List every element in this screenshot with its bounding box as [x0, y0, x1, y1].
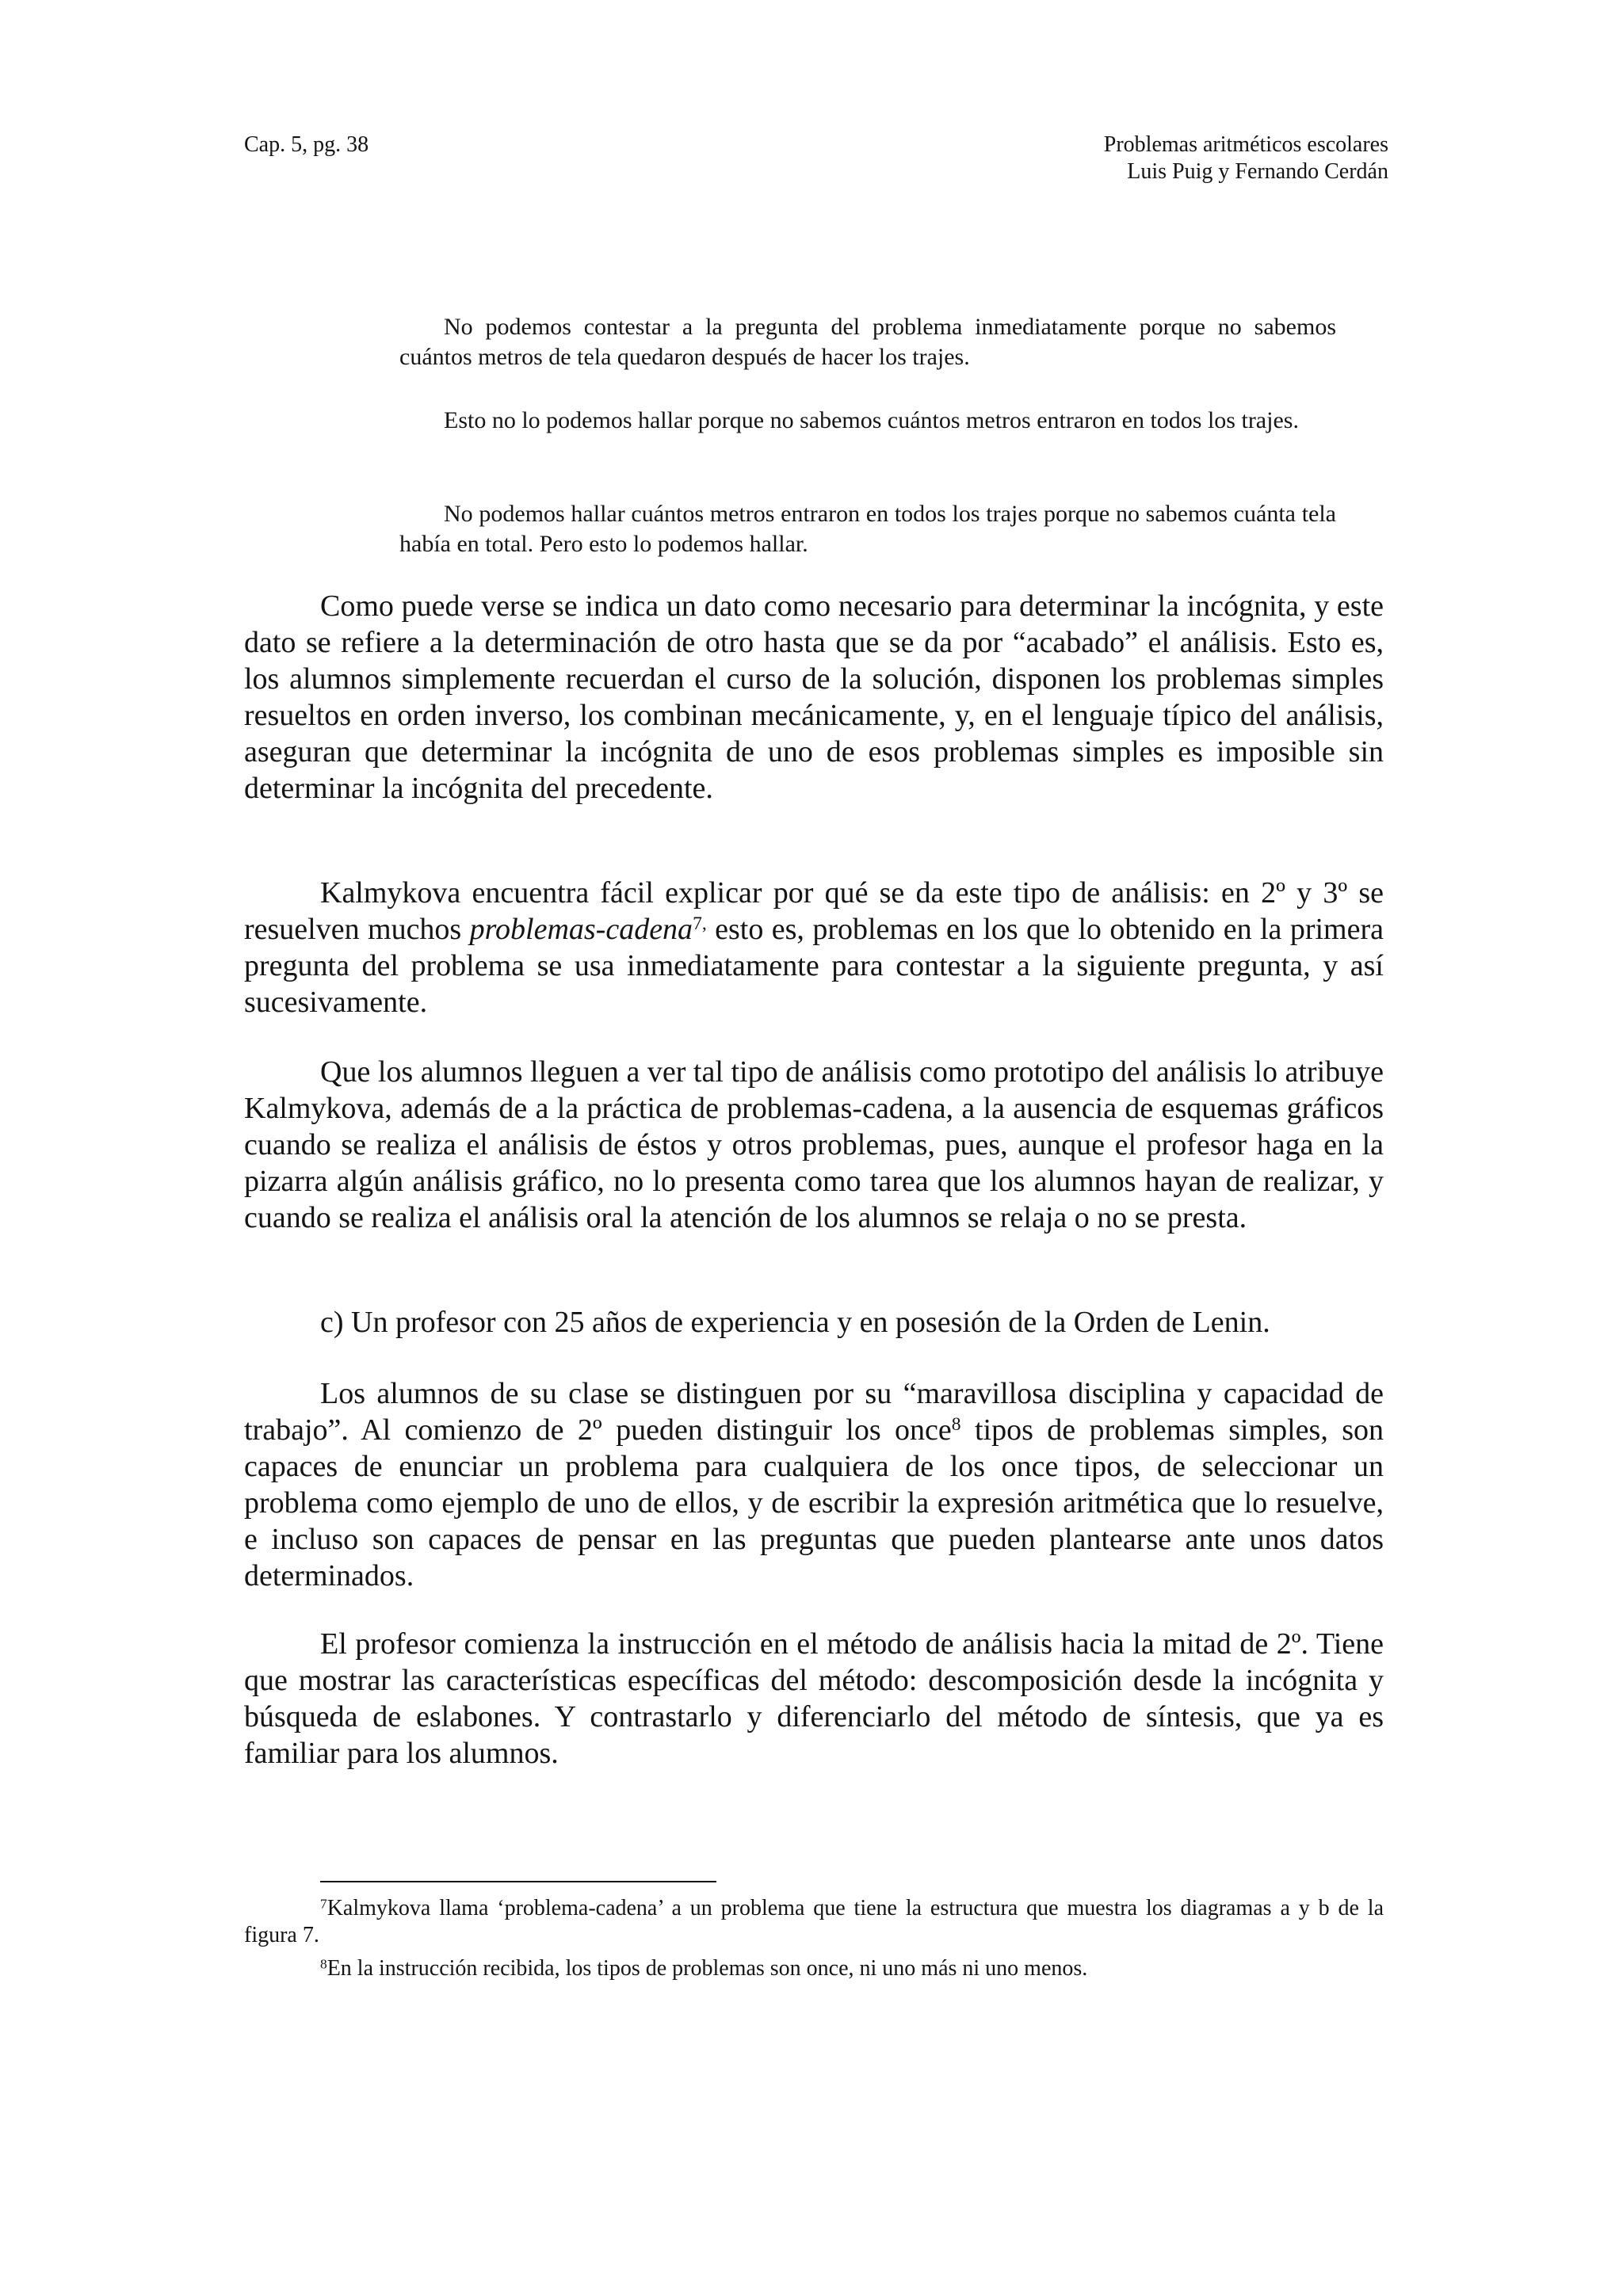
- running-header-title: [1104, 132, 1388, 185]
- quote-paragraph-2: Esto no lo podemos hallar porque no sabemos cuántos metros entraron en todos los trajes.: [444, 407, 1299, 433]
- footnote-separator: [320, 1881, 716, 1882]
- paragraph-2-text-b: esto es, problemas en los que lo obtenido en la primera pregunta del problema se usa inmediatamente para contestar a la siguiente pregunta, y así sucesivamente.: [244, 913, 1384, 1019]
- paragraph-2-text-a: Kalmykova encuentra fácil explicar por qué se da este tipo de análisis: en 2º y 3º se resuelven muchos: [244, 876, 1384, 946]
- header-book-title: Problemas aritméticos escolares: [1103, 132, 1388, 157]
- running-header-chapter: Cap. 5, pg. 38: [244, 132, 369, 157]
- term-problemas-cadena: problemas-cadena: [469, 913, 693, 946]
- body-paragraph-2: [244, 875, 1384, 1020]
- footnote-ref-7: 7,: [693, 913, 707, 935]
- footnote-8: [244, 1955, 1384, 1982]
- paragraph-5-text-b: tipos de problemas simples, son capaces de enunciar un problema para cualquiera de los once tipos, de seleccionar un problema como ejemplo de uno de ellos, y de escribir la expresión aritmética que lo resuelve, e incluso son capaces de pensar en las preguntas que pueden plantearse ante unos datos determinados.: [244, 1413, 1384, 1592]
- footnote-7: [244, 1895, 1384, 1949]
- footnote-8-text: En la instrucción recibida, los tipos de problemas son once, ni uno más ni uno menos.: [327, 1956, 1088, 1981]
- body-paragraph-5: [244, 1375, 1384, 1594]
- footnote-7-text: Kalmykova llama ‘problema-cadena’ a un problema que tiene la estructura que muestra los diagramas a y b de la figura 7.: [244, 1896, 1384, 1947]
- body-paragraph-4: c) Un profesor con 25 años de experiencia y en posesión de la Orden de Lenin.: [320, 1306, 1270, 1339]
- body-paragraph-3: Que los alumnos lleguen a ver tal tipo de análisis como prototipo del análisis lo atribuye Kalmykova, además de a la práctica de problemas-cadena, a la ausencia de esquemas gráficos cuando se realiza el análisis de éstos y otros problemas, pues, aunque el profesor haga en la pizarra algún análisis gráfico, no lo presenta como tarea que los alumnos hayan de realizar, y cuando se realiza el análisis oral la atención de los alumnos se relaja o no se presta.: [244, 1055, 1384, 1234]
- quote-paragraph-3: No podemos hallar cuántos metros entraron en todos los trajes porque no sabemos cuánta tela había en total. Pero esto lo podemos hallar.: [399, 501, 1336, 557]
- footnote-8-mark: 8: [320, 1956, 327, 1972]
- header-authors: Luis Puig y Fernando Cerdán: [1127, 159, 1388, 184]
- body-paragraph-6: El profesor comienza la instrucción en el método de análisis hacia la mitad de 2º. Tiene que mostrar las características específicas del método: descomposición desde la incógnita y búsqueda de eslabones. Y contrastarlo y diferenciarlo del método de síntesis, que ya es familiar para los alumnos.: [244, 1627, 1384, 1770]
- quote-paragraph-1: No podemos contestar a la pregunta del problema inmediatamente porque no sabemos cuántos metros de tela quedaron después de hacer los trajes.: [399, 314, 1336, 370]
- footnote-ref-8: 8: [951, 1414, 961, 1436]
- body-paragraph-1: Como puede verse se indica un dato como necesario para determinar la incógnita, y este dato se refiere a la determinación de otro hasta que se da por “acabado” el análisis. Esto es, los alumnos simplemente recuerdan el curso de la solución, disponen los problemas simples resueltos en orden inverso, los combinan mecánicamente, y, en el lenguaje típico del análisis, aseguran que determinar la incógnita de uno de esos problemas simples es imposible sin determinar la incógnita del precedente.: [244, 589, 1384, 805]
- paragraph-5-text-a: Los alumnos de su clase se distinguen por su “maravillosa disciplina y capacidad de trabajo”. Al comienzo de 2º pueden distinguir los once: [244, 1377, 1384, 1447]
- footnote-7-mark: 7: [320, 1896, 327, 1912]
